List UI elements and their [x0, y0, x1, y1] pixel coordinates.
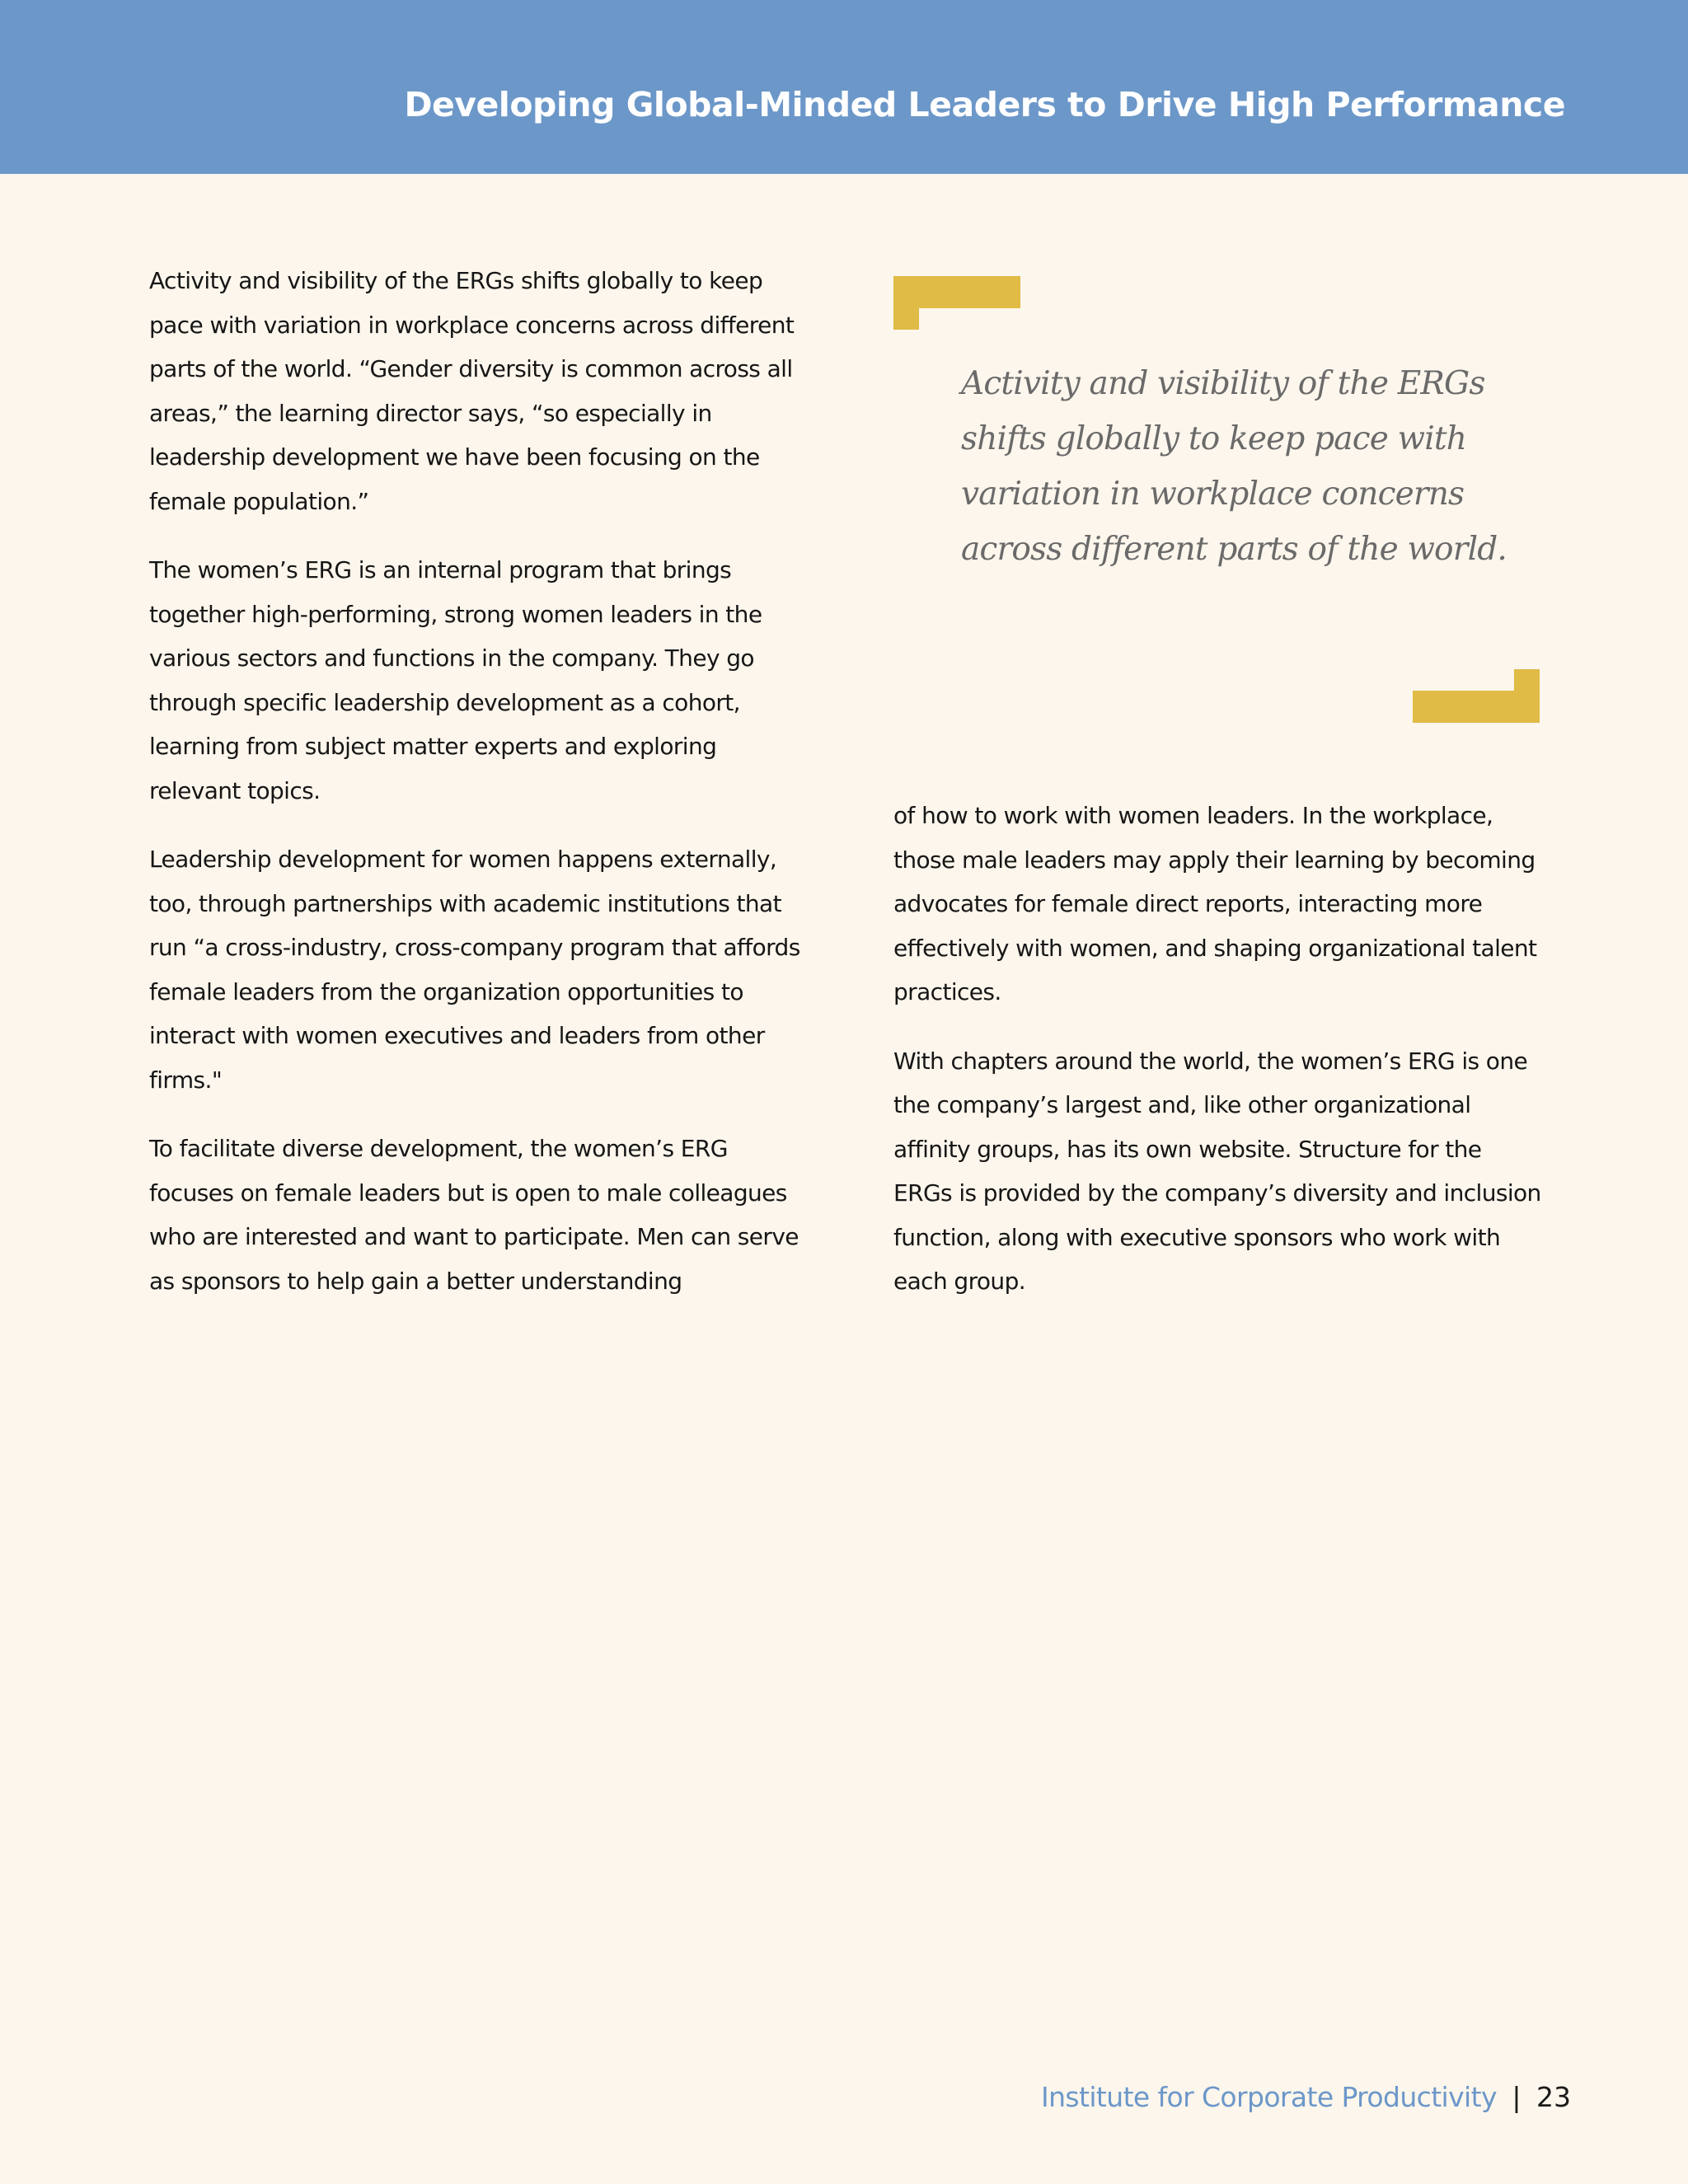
right-column	[893, 794, 1545, 1329]
body-paragraph-4: To facilitate diverse development, the women’s ERG focuses on female leaders but is open to male colleagues who are interested and want to participate. Men can serve as sponsors to help gain a better understanding	[149, 1135, 799, 1295]
pull-quote-text: Activity and visibility of the ERGs shifts globally to keep pace with variation in workplace concerns across different parts of the world.	[961, 365, 1507, 568]
footer-separator: |	[1512, 2081, 1522, 2113]
body-paragraph-5: of how to work with women leaders. In the workplace, those male leaders may apply their learning by becoming advocates for female direct reports, interacting more effectively with women, and shaping organizational talent practices.	[893, 802, 1537, 1005]
body-paragraph-6: With chapters around the world, the women’s ERG is one the company’s largest and, like other organizational affinity groups, has its own website. Structure for the ERGs is provided by the company’s diversity and inclusion function, along with executive sponsors who work with each group.	[893, 1047, 1541, 1295]
header-band	[0, 0, 1688, 174]
page-title: Developing Global-Minded Leaders to Drive High Performance	[404, 85, 1565, 124]
body-paragraph-3: Leadership development for women happens externally, too, through partnerships with academic institutions that run “a cross-industry, cross-company program that affords female leaders from the organization opportunities to interact with women executives and leaders from other firms."	[149, 846, 800, 1094]
open-quote-bracket-leg	[893, 276, 919, 330]
page-number: 23	[1536, 2081, 1571, 2113]
left-column	[149, 259, 800, 1328]
body-paragraph-2: The women’s ERG is an internal program that brings together high-performing, strong women leaders in the various sectors and functions in the company. They go through specific leadership development as a cohort, learning from subject matter experts and exploring relevant topics.	[149, 556, 762, 804]
close-quote-bracket-leg	[1514, 669, 1540, 723]
footer-organization: Institute for Corporate Productivity	[1040, 2081, 1497, 2113]
page-footer	[1041, 2081, 1571, 2113]
body-paragraph-1: Activity and visibility of the ERGs shifts globally to keep pace with variation in workplace concerns across different parts of the world. “Gender diversity is common across all areas,” the learning director says, “so especially in leadership development we have been focusing on the female population.”	[149, 267, 795, 515]
pull-quote	[893, 276, 1540, 723]
